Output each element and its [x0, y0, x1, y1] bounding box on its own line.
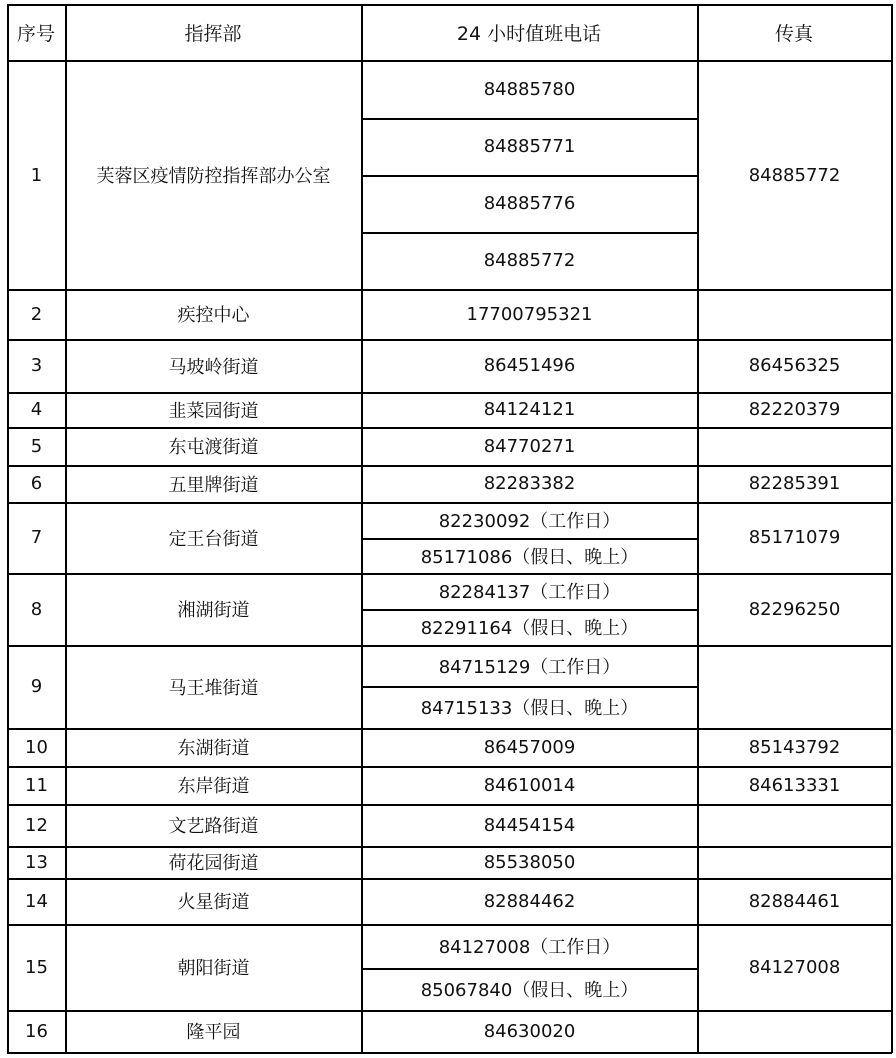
grid-subline-1-0: [361, 118, 698, 120]
row-command-name: 韭菜园街道: [168, 400, 259, 422]
row-fax: [698, 427, 891, 465]
row-seq: 10: [25, 736, 48, 758]
row-fax: [698, 804, 891, 846]
grid-vline-4: [891, 4, 893, 1053]
grid-hline-row-16: [7, 1052, 892, 1054]
header-fax: 传真: [774, 22, 813, 45]
row-fax: [698, 289, 891, 339]
row-fax: 82296250: [748, 598, 841, 620]
row-seq: 5: [30, 435, 43, 457]
row-phone: 86451496: [483, 355, 576, 376]
row-fax: 84885772: [748, 164, 841, 186]
row-seq: 15: [25, 956, 48, 978]
row-seq: 3: [30, 355, 43, 376]
grid-subline-1-1: [361, 175, 698, 177]
row-seq: 12: [25, 814, 48, 836]
row-fax: 84127008: [748, 956, 841, 978]
row-command-name: 五里牌街道: [168, 474, 259, 496]
row-phone: 84610014: [483, 774, 576, 796]
row-command-name: 火星街道: [177, 892, 250, 913]
row-phone: 85067840（假日、晚上）: [420, 980, 639, 1001]
row-fax: 82285391: [748, 473, 841, 494]
row-seq: 4: [30, 399, 43, 420]
row-seq: 16: [25, 1020, 48, 1042]
row-command-name: 荷花园街道: [168, 853, 259, 874]
row-phone: 82291164（假日、晚上）: [420, 618, 639, 639]
grid-hline-top: [7, 4, 892, 6]
row-command-name: 东屯渡街道: [168, 437, 259, 458]
row-command-name: 东湖街道: [177, 738, 250, 759]
row-phone: 84715133（假日、晚上）: [420, 698, 639, 719]
row-fax: 82884461: [748, 890, 841, 912]
row-command-name: 湘湖街道: [177, 600, 250, 621]
row-phone: 84630020: [483, 1020, 576, 1042]
row-phone: 84127008（工作日）: [438, 937, 621, 958]
row-phone: 17700795321: [466, 303, 593, 325]
row-fax: 82220379: [748, 399, 841, 420]
row-phone: 84124121: [483, 399, 576, 420]
row-command-name: 马王堆街道: [168, 677, 259, 699]
row-command-name: 芙蓉区疫情防控指挥部办公室: [96, 166, 331, 187]
row-seq: 8: [30, 598, 43, 620]
row-fax: [698, 645, 891, 728]
grid-subline-9-0: [361, 686, 698, 688]
header-seq: 序号: [16, 22, 55, 45]
grid-subline-15-0: [361, 968, 698, 970]
row-command-name: 疾控中心: [177, 305, 250, 326]
row-command-name: 朝阳街道: [177, 958, 250, 979]
row-fax: 85171079: [748, 527, 841, 548]
row-fax: 86456325: [748, 355, 841, 376]
row-phone: 82284137（工作日）: [438, 582, 621, 603]
row-seq: 1: [30, 164, 43, 186]
row-command-name: 文艺路街道: [168, 816, 259, 837]
row-command-name: 马坡岭街道: [168, 356, 259, 378]
row-phone: 82230092（工作日）: [438, 511, 621, 532]
row-phone: 84885771: [483, 136, 576, 157]
row-seq: 7: [30, 527, 43, 548]
row-phone: 84715129（工作日）: [438, 656, 621, 678]
grid-subline-1-2: [361, 232, 698, 234]
grid-subline-7-0: [361, 538, 698, 540]
row-command-name: 定王台街道: [168, 528, 259, 550]
row-fax: [698, 1010, 891, 1052]
row-fax: 85143792: [748, 736, 841, 758]
header-phone: 24 小时值班电话: [456, 22, 602, 45]
row-seq: 13: [25, 851, 48, 873]
row-phone: 84770271: [483, 435, 576, 457]
row-phone: 85171086（假日、晚上）: [420, 546, 639, 568]
row-seq: 14: [25, 890, 48, 912]
row-phone: 84454154: [483, 814, 576, 836]
row-phone: 84885780: [483, 79, 576, 100]
row-phone: 86457009: [483, 736, 576, 758]
row-phone: 82884462: [483, 890, 576, 912]
header-command: 指挥部: [184, 22, 242, 45]
row-seq: 6: [30, 473, 43, 494]
row-seq: 11: [25, 774, 48, 796]
row-command-name: 东岸街道: [177, 776, 250, 797]
row-seq: 2: [30, 303, 43, 325]
grid-subline-8-0: [361, 609, 698, 611]
row-phone: 84885772: [483, 250, 576, 271]
row-phone: 84885776: [483, 193, 576, 214]
row-seq: 9: [30, 676, 43, 697]
row-command-name: 隆平园: [186, 1022, 241, 1043]
row-fax: [698, 846, 891, 878]
row-phone: 85538050: [483, 851, 576, 873]
row-phone: 82283382: [483, 473, 576, 494]
row-fax: 84613331: [748, 774, 841, 796]
